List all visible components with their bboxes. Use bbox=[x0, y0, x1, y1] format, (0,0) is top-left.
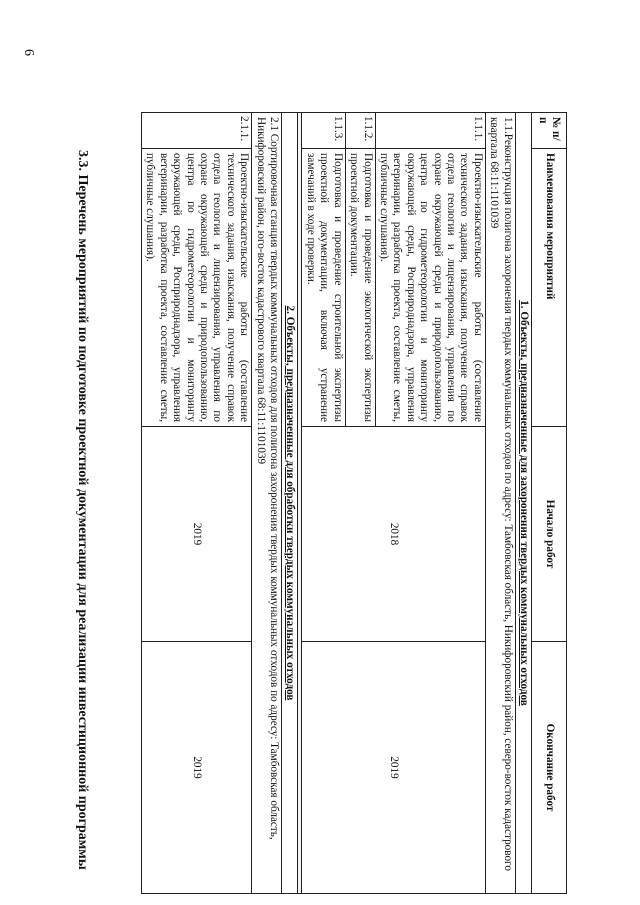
object-title-2: 2.1 Сортировочная станция твердых коммунальных отходов для полигона захоронения твердых коммунальных отходов по адресу: Тамбовская область, Никифоровский район, юго-восток кадастрового квартала 68:11:1101039 bbox=[252, 113, 282, 894]
object-row-2 bbox=[252, 113, 282, 894]
object-row-1 bbox=[485, 113, 515, 894]
separator-cell bbox=[298, 113, 302, 894]
start-year: 2019 bbox=[142, 427, 252, 642]
start-year: 2018 bbox=[302, 427, 485, 642]
section-title-1: 1. Объекты, предназначенные для захоронения твердых коммунальных отходов bbox=[515, 113, 531, 894]
page-number: 6 bbox=[21, 49, 36, 56]
end-year: 2019 bbox=[142, 642, 252, 894]
header-name: Наименования мероприятий bbox=[532, 149, 567, 427]
row-description: Подготовка и проведение экологической экспертизы проектной документации. bbox=[345, 149, 375, 427]
row-description: Подготовка и проведение строительной экспертизы проектной документации, включая устранение замечаний в ходе проверки. bbox=[302, 149, 345, 427]
end-year: 2019 bbox=[302, 642, 485, 894]
section-row-2 bbox=[282, 113, 298, 894]
row-description: Проектно-изыскательские работы (составление технического задания, изыскания, получение справок отдела геологии и лицензирования, управления по охране окружающей среды и природопользованию, центра по гидрометеорологии и мониторингу окружающей среды, Росприроднадзора, управления ветеринарии, разработка проекта, составление сметы, публичные слушания). bbox=[142, 149, 252, 427]
row-description: Проектно-изыскательские работы (составление технического задания, изыскания, получение справок отдела геологии и лицензирования, управления по охране окружающей среды и природопользованию, центра по гидрометеорологии и мониторингу окружающей среды, Росприроднадзора, управления ветеринарии, разработка проекта, составление сметы, публичные слушания). bbox=[375, 149, 485, 427]
table-row bbox=[142, 113, 252, 894]
header-start: Начало работ bbox=[532, 427, 567, 642]
section-heading: 3.3. Перечень мероприятий по подготовке проектной документации для реализации инвестиционной программы bbox=[75, 150, 90, 870]
section-title-2: 2. Объекты, предназначенные для обработки твердых коммунальных отходов bbox=[282, 113, 298, 894]
table-header-row bbox=[532, 113, 567, 894]
header-num: № п/п bbox=[532, 113, 567, 149]
separator-row bbox=[298, 113, 302, 894]
measures-table bbox=[141, 112, 567, 894]
section-row-1 bbox=[515, 113, 531, 894]
row-number: 1.1.1. bbox=[375, 113, 485, 149]
header-end: Окончание работ bbox=[532, 642, 567, 894]
row-number: 1.1.3. bbox=[302, 113, 345, 149]
table-row bbox=[375, 113, 485, 894]
row-number: 2.1.1. bbox=[142, 113, 252, 149]
object-title-1: 1.1.Реконструкция полигона захоронения твердых коммунальных отходов по адресу: Тамбовская область, Никифоровский район, северо-восток кадастрового квартала 68:11:1101039 bbox=[485, 113, 515, 894]
row-number: 1.1.2. bbox=[345, 113, 375, 149]
